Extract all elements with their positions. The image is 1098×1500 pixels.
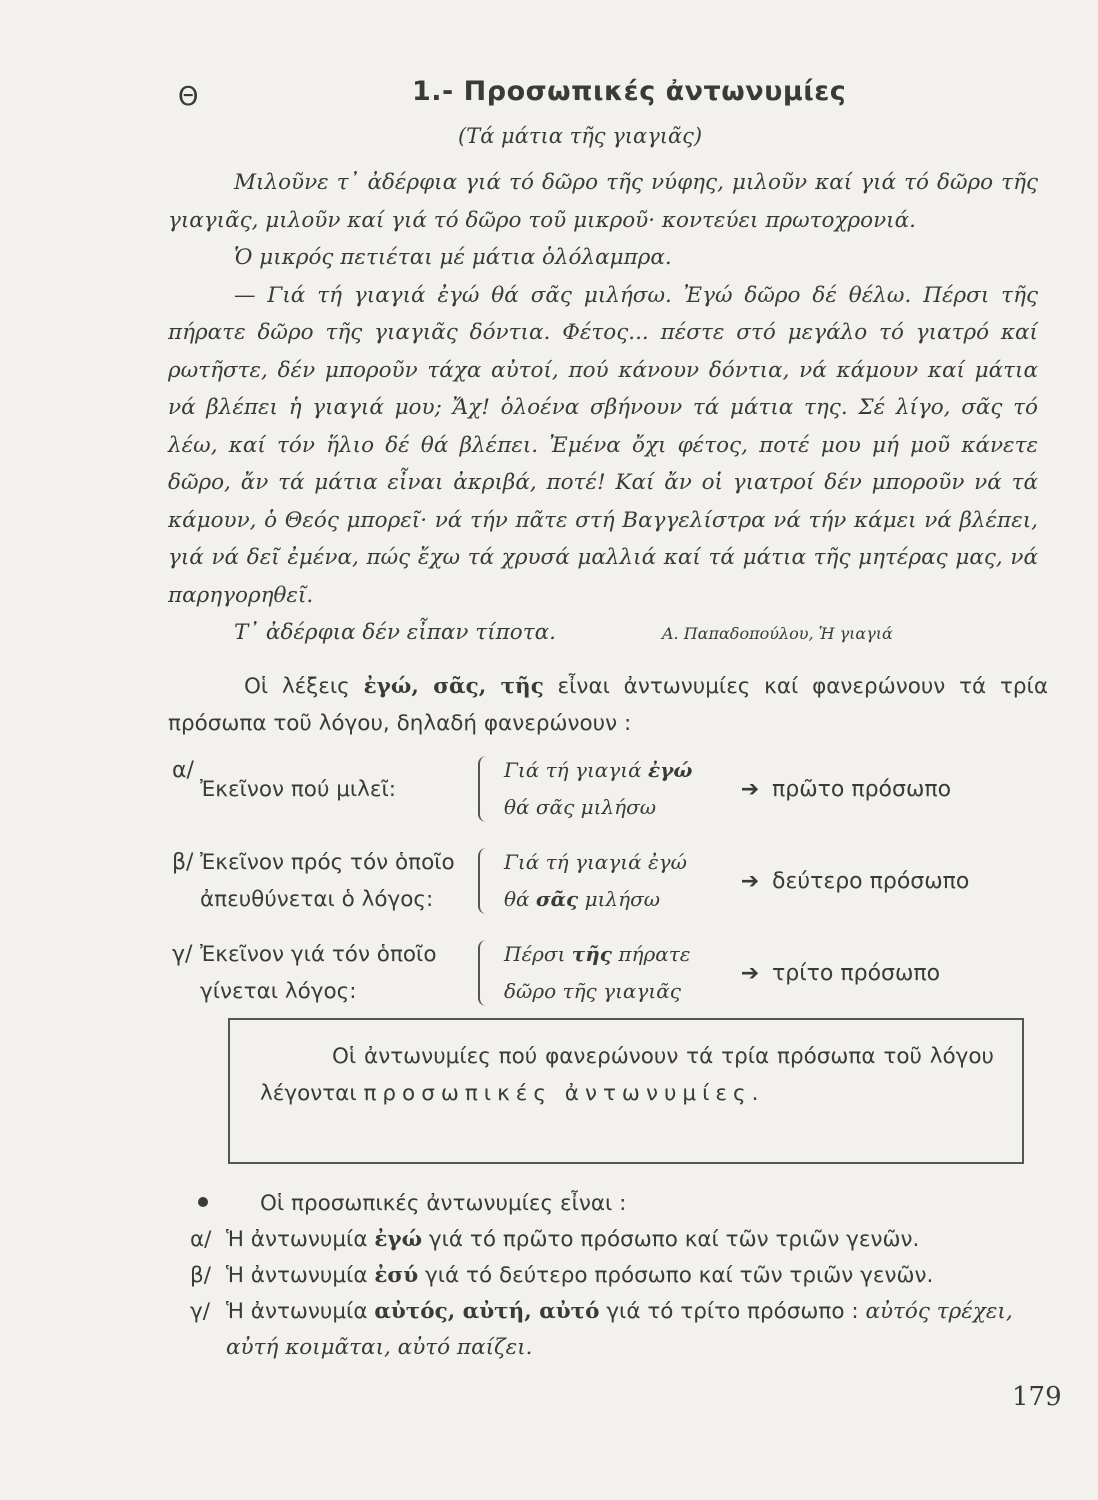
rule-term: προσωπικές ἀντωνυμίες	[363, 1081, 752, 1106]
person-label: δεύτερο πρόσωπο	[772, 868, 970, 894]
list-item: β/ Ἡ ἀντωνυμία ἐσύ γιά τό δεύτερο πρόσωπο καί τῶν τριῶν γενῶν.	[190, 1263, 934, 1288]
row-description: Ἐκεῖνον πού μιλεῖ:	[200, 776, 397, 802]
list-item: α/ Ἡ ἀντωνυμία ἐγώ γιά τό πρῶτο πρόσωπο καί τῶν τριῶν γενῶν.	[190, 1227, 920, 1252]
row-description: Ἐκεῖνον γιά τόν ὁποῖο γίνεται λόγος:	[200, 942, 437, 1004]
intro-text: εἶναι ἀντωνυμίες καί φανερώνουν τά τρία πρόσωπα τοῦ λόγου, δηλαδή φανερώνουν :	[168, 674, 1048, 736]
passage-paragraph: Τ᾽ ἀδέρφια δέν εἶπαν τίποτα.	[234, 620, 556, 645]
section-mark: Θ	[178, 82, 199, 112]
example-pronoun: ἐγώ	[647, 758, 693, 782]
arrow-icon: ➔	[740, 868, 760, 894]
row-marker: γ/	[172, 942, 193, 967]
reading-passage	[168, 164, 1038, 652]
row-example: Γιά τή γιαγιά ἐγώ θά σᾶς μιλήσω	[504, 758, 693, 819]
list-example: αὐτός τρέχει, αὐτή κοιμᾶται, αὐτό παίζει.	[226, 1299, 1013, 1360]
rule-text: Οἱ ἀντωνυμίες πού φανερώνουν τά τρία πρόσωπα τοῦ λόγου λέγονται	[260, 1044, 994, 1106]
person-row-second	[172, 844, 1062, 918]
row-marker: β/	[172, 850, 194, 875]
brace	[478, 848, 494, 914]
intro-paragraph	[168, 668, 1048, 742]
intro-pronouns: ἐγώ, σᾶς, τῆς	[363, 674, 544, 699]
rule-box: Οἱ ἀντωνυμίες πού φανερώνουν τά τρία πρόσωπα τοῦ λόγου λέγονται προσωπικές ἀντωνυμίες.	[228, 1018, 1024, 1164]
person-row-first	[172, 752, 1062, 826]
persons-table	[172, 752, 1062, 1028]
person-label: πρῶτο πρόσωπο	[772, 776, 952, 802]
arrow-icon: ➔	[740, 776, 760, 802]
brace	[478, 756, 494, 822]
passage-paragraph: — Γιά τή γιαγιά ἐγώ θά σᾶς μιλήσω. Ἐγώ δῶρο δέ θέλω. Πέρσι τῆς πήρατε δῶρο τῆς γιαγιᾶς δόντια. Φέτος... πέστε στό μεγάλο τό γιατρό καί ρωτῆστε, δέν μποροῦν τάχα αὐτοί, πού κάνουν δόντια, νά κάμουν καί μάτια νά βλέπει ἡ γιαγιά μου; Ἄχ! ὁλοένα σβήνουν τά μάτια της. Σέ λίγο, σᾶς τό λέω, καί τόν ἥλιο δέ θά βλέπει. Ἐμένα ὄχι φέτος, ποτέ μου μή μοῦ κάνετε δῶρο, ἄν τά μάτια εἶναι ἀκριβά, ποτέ! Καί ἄν οἱ γιατροί δέν μποροῦν νά τά κάμουν, ὁ Θεός μπορεῖ· νά τήν πᾶτε στή Βαγγελίστρα νά τήν κάμει νά βλέπει, γιά νά δεῖ ἐμένα, πώς ἔχω τά χρυσά μαλλιά καί τά μάτια τῆς μητέρας μας, νά παρηγορηθεῖ.	[168, 282, 1038, 608]
person-row-third	[172, 936, 1062, 1010]
arrow-icon: ➔	[740, 960, 760, 986]
person-label: τρίτο πρόσωπο	[772, 960, 941, 986]
example-pronoun: σᾶς	[535, 887, 579, 911]
passage-paragraph: Ὁ μικρός πετιέται μέ μάτια ὁλόλαμπρα.	[234, 245, 672, 270]
row-example: Γιά τή γιαγιά ἐγώ θά σᾶς μιλήσω	[504, 850, 687, 911]
row-marker: α/	[172, 758, 194, 783]
bullet-icon	[198, 1197, 208, 1207]
list-heading: Οἱ προσωπικές ἀντωνυμίες εἶναι :	[190, 1186, 1070, 1222]
list-item: γ/ Ἡ ἀντωνυμία αὐτός, αὐτή, αὐτό γιά τό τρίτο πρόσωπο : αὐτός τρέχει, αὐτή κοιμᾶται, αὐτό παίζει.	[190, 1299, 1013, 1360]
chapter-title: 1.- Προσωπικές ἀντωνυμίες	[412, 76, 847, 107]
page-number: 179	[1012, 1382, 1062, 1412]
passage-paragraph: Μιλοῦνε τ᾽ ἀδέρφια γιά τό δῶρο τῆς νύφης, μιλοῦν καί γιά τό δῶρο τῆς γιαγιᾶς, μιλοῦν καί γιά τό δῶρο τοῦ μικροῦ· κοντεύει πρωτοχρονιά.	[168, 170, 1038, 233]
row-description: Ἐκεῖνον πρός τόν ὁποῖο ἀπευθύνεται ὁ λόγος:	[200, 850, 455, 912]
pronoun-list	[190, 1186, 1070, 1366]
example-pronoun: τῆς	[571, 942, 612, 966]
brace	[478, 940, 494, 1006]
passage-subtitle: (Τά μάτια τῆς γιαγιᾶς)	[458, 124, 703, 148]
intro-text: Οἱ λέξεις	[244, 674, 364, 699]
row-example: Πέρσι τῆς πήρατε δῶρο τῆς γιαγιᾶς	[504, 942, 691, 1003]
passage-attribution: Α. Παπαδοπούλου, Ἡ γιαγιά	[662, 624, 893, 643]
